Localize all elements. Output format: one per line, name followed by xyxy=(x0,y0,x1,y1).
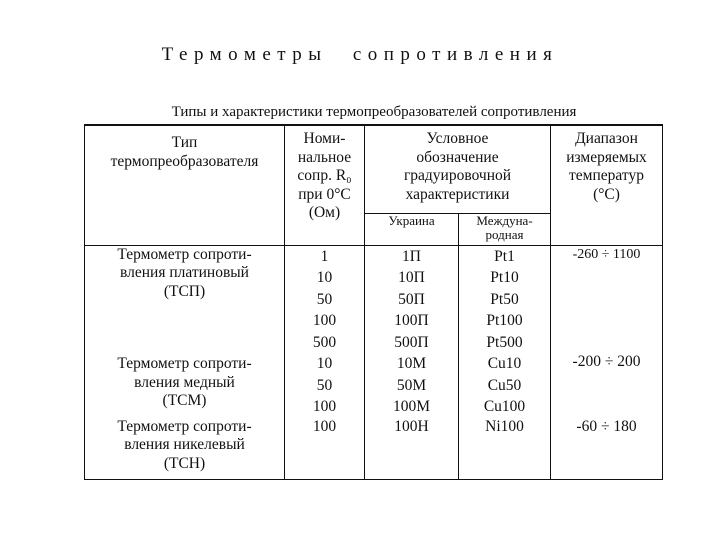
table-row-nickel xyxy=(85,418,663,480)
header-temperature-range: Диапазон измеряемых температур (°С) xyxy=(551,125,663,245)
cell-international: Cu10 Cu50 Cu100 xyxy=(459,353,551,418)
table-row-copper xyxy=(85,353,663,418)
cell-type: Термометр сопроти- вления никелевый (ТСН) xyxy=(85,418,285,480)
cell-nominal: 100 xyxy=(285,418,365,480)
table-row-platinum xyxy=(85,245,663,353)
cell-ukraine: 100Н xyxy=(365,418,459,480)
cell-type: Термометр сопроти- вления платиновый (ТСП) xyxy=(85,245,285,353)
cell-range: -60 ÷ 180 xyxy=(551,418,663,480)
header-type: Тип термопреобразователя xyxy=(85,125,285,245)
table-caption: Типы и характеристики термопреобразователей сопротивления xyxy=(171,104,577,120)
cell-ukraine: 10М 50М 100М xyxy=(365,353,459,418)
cell-range: -200 ÷ 200 xyxy=(551,353,663,418)
cell-ukraine: 1П 10П 50П 100П 500П xyxy=(365,245,459,353)
cell-type: Термометр сопроти- вления медный (ТСМ) xyxy=(85,353,285,418)
slide-title: Термометры сопротивления xyxy=(161,44,559,65)
header-nominal-resistance: Номи- нальное сопр. R₀ при 0°С (Ом) xyxy=(285,125,365,245)
thermometer-spec-table xyxy=(84,124,663,480)
header-international: Междуна- родная xyxy=(459,213,551,245)
cell-range: -260 ÷ 1100 xyxy=(551,245,663,353)
cell-international: Ni100 xyxy=(459,418,551,480)
header-designation: Условное обозначение градуировочной характеристики xyxy=(365,125,551,213)
cell-nominal: 1 10 50 100 500 xyxy=(285,245,365,353)
cell-international: Pt1 Pt10 Pt50 Pt100 Pt500 xyxy=(459,245,551,353)
cell-nominal: 10 50 100 xyxy=(285,353,365,418)
header-ukraine: Украина xyxy=(365,213,459,245)
